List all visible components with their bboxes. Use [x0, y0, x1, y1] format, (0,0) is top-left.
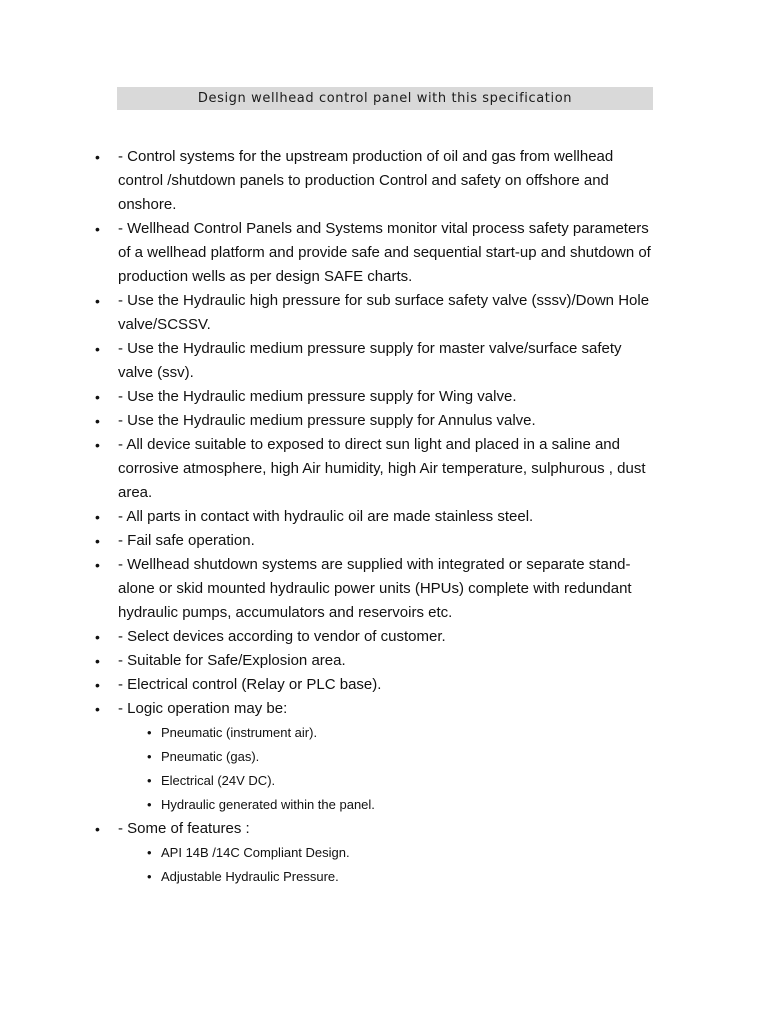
list-item-text: - Wellhead shutdown systems are supplied with integrated or separate stand-alone or skid mounted hydraulic power units (HPUs) complete with redundant hydraulic pumps, accumulators and reservoirs etc.	[118, 556, 632, 621]
sub-bullet-icon: •	[147, 845, 152, 860]
sublist-item	[118, 865, 658, 889]
list-item	[0, 697, 768, 817]
bullet-icon: •	[95, 557, 100, 573]
sub-bullet-icon: •	[147, 869, 152, 884]
sublist-item-text: API 14B /14C Compliant Design.	[161, 845, 350, 860]
list-item-text: - Logic operation may be:	[118, 700, 288, 717]
bullet-icon: •	[95, 629, 100, 645]
document-title: Design wellhead control panel with this specification	[197, 91, 573, 106]
sublist-item-text: Adjustable Hydraulic Pressure.	[161, 869, 339, 884]
sublist-item	[118, 841, 658, 865]
sublist-item-text: Electrical (24V DC).	[161, 773, 276, 788]
list-item-text: - Electrical control (Relay or PLC base).	[118, 676, 382, 693]
list-item-text: - Select devices according to vendor of customer.	[118, 628, 446, 645]
list-item	[0, 649, 768, 673]
bullet-icon: •	[95, 149, 100, 165]
sub-bullet-icon: •	[147, 797, 152, 812]
bullet-icon: •	[95, 221, 100, 237]
bullet-icon: •	[95, 677, 100, 693]
sublist-item	[118, 721, 658, 745]
sublist-item	[118, 793, 658, 817]
list-item-text: - All parts in contact with hydraulic oil are made stainless steel.	[118, 508, 534, 525]
bullet-icon: •	[95, 437, 100, 453]
sub-bullet-icon: •	[147, 773, 152, 788]
sublist-item-text: Hydraulic generated within the panel.	[161, 797, 375, 812]
bullet-icon: •	[95, 389, 100, 405]
list-item	[0, 337, 768, 385]
features-sublist	[118, 841, 658, 889]
list-item-text: - Use the Hydraulic medium pressure supply for master valve/surface safety valve (ssv).	[118, 340, 622, 381]
bullet-icon: •	[95, 341, 100, 357]
list-item	[0, 529, 768, 553]
bullet-icon: •	[95, 413, 100, 429]
list-item	[0, 385, 768, 409]
list-item	[0, 289, 768, 337]
bullet-icon: •	[95, 509, 100, 525]
list-item-text: - Suitable for Safe/Explosion area.	[118, 652, 346, 669]
bullet-icon: •	[95, 701, 100, 717]
list-item	[0, 625, 768, 649]
list-item-text: - Use the Hydraulic high pressure for sub surface safety valve (sssv)/Down Hole valve/SCSSV.	[118, 292, 650, 333]
list-item	[0, 409, 768, 433]
list-item-text: - Control systems for the upstream production of oil and gas from wellhead control /shutdown panels to production Control and safety on offshore and onshore.	[118, 148, 614, 213]
list-item-text: - All device suitable to exposed to direct sun light and placed in a saline and corrosive atmosphere, high Air humidity, high Air temperature, sulphurous , dust area.	[118, 436, 646, 501]
logic-sublist	[118, 721, 658, 817]
sub-bullet-icon: •	[147, 725, 152, 740]
list-item	[0, 673, 768, 697]
sub-bullet-icon: •	[147, 749, 152, 764]
sublist-item-text: Pneumatic (instrument air).	[161, 725, 318, 740]
list-item-text: - Use the Hydraulic medium pressure supply for Annulus valve.	[118, 412, 536, 429]
bullet-icon: •	[95, 293, 100, 309]
list-item-text: - Use the Hydraulic medium pressure supply for Wing valve.	[118, 388, 517, 405]
list-item	[0, 217, 768, 289]
list-item-text: - Some of features :	[118, 820, 250, 837]
list-item-text: - Fail safe operation.	[118, 532, 255, 549]
list-item	[0, 145, 768, 217]
sublist-item	[118, 769, 658, 793]
list-item-text: - Wellhead Control Panels and Systems monitor vital process safety parameters of a wellhead platform and provide safe and sequential start-up and shutdown of production wells as per design SAFE charts.	[118, 220, 651, 285]
list-item	[0, 553, 768, 625]
spec-list	[0, 145, 768, 889]
sublist-item	[118, 745, 658, 769]
list-item	[0, 505, 768, 529]
list-item	[0, 817, 768, 889]
list-item	[0, 433, 768, 505]
bullet-icon: •	[95, 821, 100, 837]
title-bar	[117, 87, 653, 110]
bullet-icon: •	[95, 533, 100, 549]
bullet-icon: •	[95, 653, 100, 669]
sublist-item-text: Pneumatic (gas).	[161, 749, 260, 764]
